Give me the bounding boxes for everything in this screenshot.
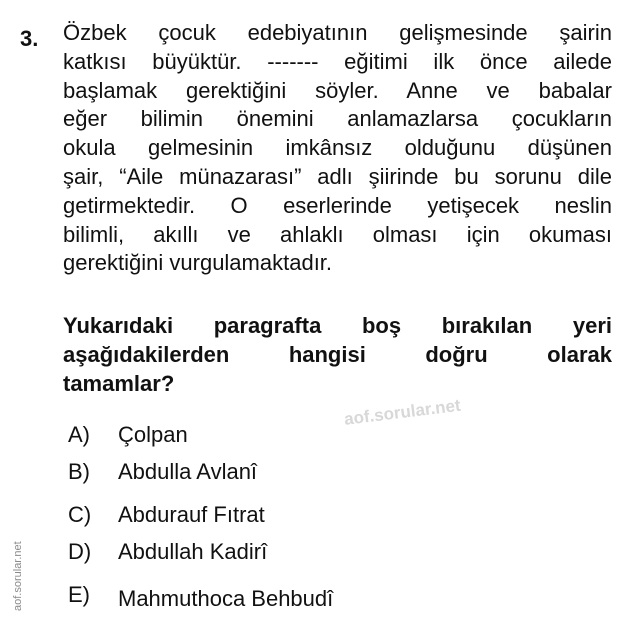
paragraph-line: okula gelmesinin imkânsız olduğunu düşünen	[63, 135, 612, 161]
paragraph-line: bilimli, akıllı ve ahlaklı olması için okuması	[63, 221, 612, 247]
option-text: Abdurauf Fıtrat	[118, 502, 265, 527]
option-b[interactable]	[68, 459, 257, 485]
prompt-line: Yukarıdaki paragrafta boş bırakılan yeri	[63, 313, 612, 338]
prompt-line: tamamlar?	[63, 371, 175, 396]
option-letter: D)	[68, 539, 92, 564]
question-number: 3.	[20, 26, 39, 51]
question-prompt	[63, 311, 612, 398]
paragraph-line: şair, “Aile münazarası” adlı şiirinde bu sorunu dile	[63, 163, 612, 189]
option-letter: E)	[68, 582, 90, 607]
paragraph-line: başlamak gerektiğini söyler. Anne ve babalar	[63, 77, 612, 103]
paragraph-line: eğer bilimin önemini anlamazlarsa çocukların	[63, 106, 612, 132]
paragraph-line: getirmektedir. O eserlerinde yetişecek neslin	[63, 192, 612, 218]
paragraph-line: katkısı büyüktür. ------- eğitimi ilk önce ailede	[63, 48, 612, 74]
option-a[interactable]	[68, 422, 188, 448]
watermark: aof.sorular.net	[343, 395, 462, 429]
option-d[interactable]	[68, 539, 267, 565]
option-text: Abdullah Kadirî	[118, 539, 268, 564]
option-text: Çolpan	[118, 422, 188, 447]
option-c[interactable]	[68, 502, 265, 528]
option-text: Mahmuthoca Behbudî	[118, 586, 334, 611]
option-letter: A)	[68, 422, 90, 447]
side-watermark: aof.sorular.net	[12, 541, 24, 611]
option-text: Abdulla Avlanî	[118, 459, 258, 484]
paragraph-line: gerektiğini vurgulamaktadır.	[63, 250, 333, 276]
paragraph-line: Özbek çocuk edebiyatının gelişmesinde şairin	[63, 20, 612, 45]
option-letter: B)	[68, 459, 90, 484]
option-e[interactable]	[68, 582, 334, 612]
option-letter: C)	[68, 502, 92, 527]
prompt-line: aşağıdakilerden hangisi doğru olarak	[63, 342, 612, 367]
question-paragraph	[63, 19, 612, 278]
